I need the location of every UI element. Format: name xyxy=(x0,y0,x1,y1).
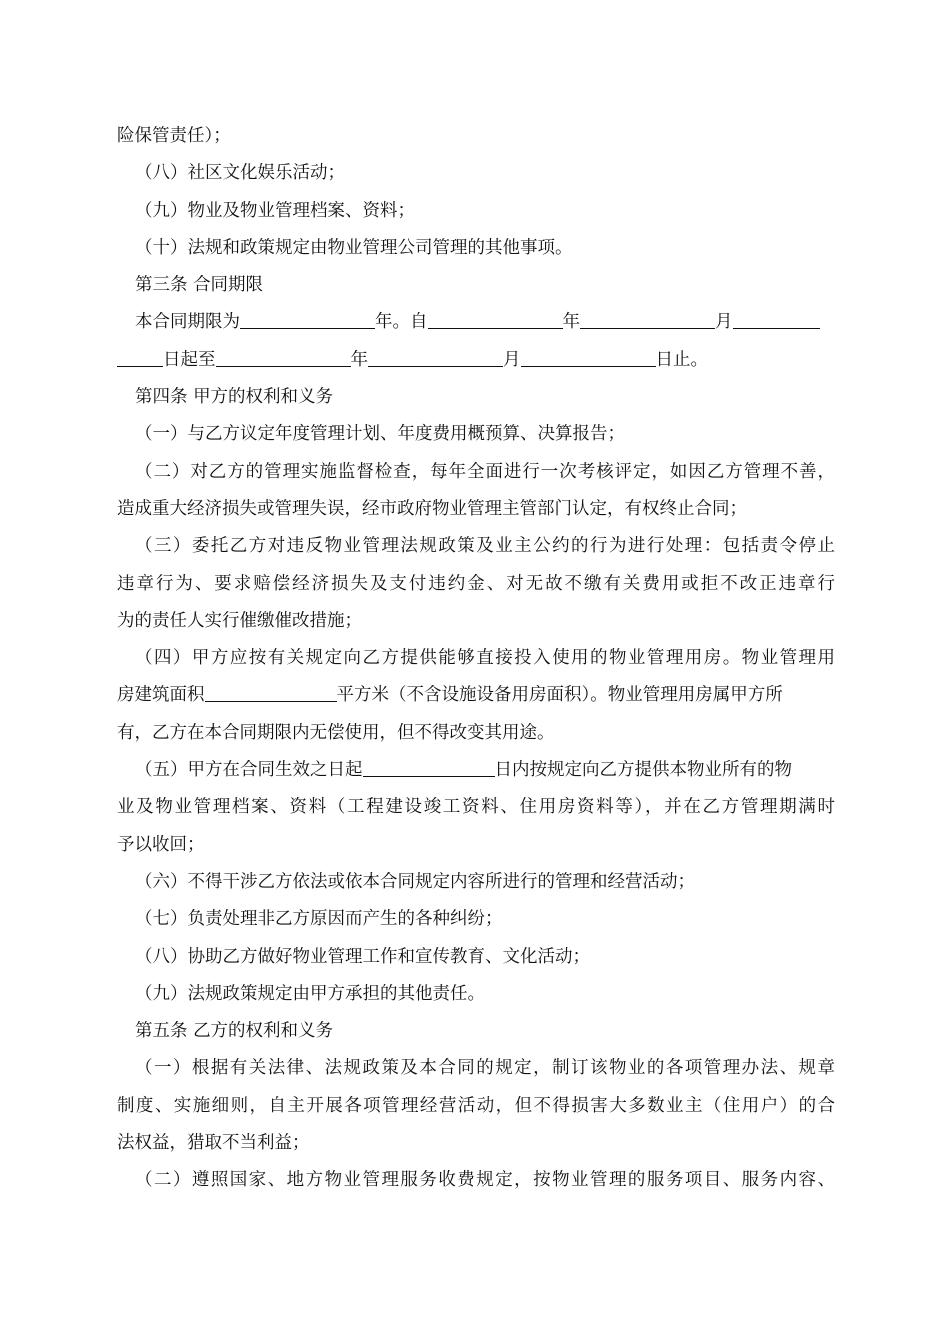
text-segment: 月 xyxy=(503,349,521,370)
text-segment: 日止。 xyxy=(655,349,708,370)
fill-in-blank xyxy=(428,307,563,329)
text-segment: 年 xyxy=(350,349,368,370)
clause-item: （三）委托乙方对违反物业管理法规政策及业主公约的行为进行处理：包括责令停止 xyxy=(135,536,835,557)
contract-term-line xyxy=(117,342,835,379)
text-segment: （五）甲方在合同生效之日起 xyxy=(135,760,363,781)
clause-item: （八）社区文化娱乐活动； xyxy=(135,163,345,184)
text-line xyxy=(117,677,835,714)
clause-item: （一）根据有关法律、法规政策及本合同的规定，制订该物业的各项管理办法、规章 xyxy=(135,1058,835,1079)
text-segment: 日起至 xyxy=(163,349,216,370)
clause-item: （四）甲方应按有关规定向乙方提供能够直接投入使用的物业管理用房。物业管理用 xyxy=(135,648,835,669)
text-segment: 日内按规定向乙方提供本物业所有的物 xyxy=(494,760,792,781)
clause-item: （九）法规政策规定由甲方承担的其他责任。 xyxy=(135,983,485,1004)
clause-item: （十）法规和政策规定由物业管理公司管理的其他事项。 xyxy=(135,237,573,258)
contract-text xyxy=(117,118,835,1200)
text-segment: 房建筑面积 xyxy=(117,685,205,706)
clause-item: （九）物业及物业管理档案、资料； xyxy=(135,200,415,221)
fill-in-blank xyxy=(368,345,503,367)
text-segment: 平方米（不含设施设备用房面积）。物业管理用房属甲方所 xyxy=(336,685,783,706)
clause-item: （二）对乙方的管理实施监督检查，每年全面进行一次考核评定，如因乙方管理不善， xyxy=(135,461,835,482)
text-line: 违章行为、要求赔偿经济损失及支付违约金、对无故不缴有关费用或拒不改正违章行 xyxy=(117,573,835,594)
fill-in-blank xyxy=(216,345,351,367)
text-line: 有，乙方在本合同期限内无偿使用，但不得改变其用途。 xyxy=(117,722,555,743)
contract-term-line xyxy=(117,304,835,341)
fill-in-blank xyxy=(733,307,820,329)
fill-in-blank xyxy=(240,307,375,329)
clause-item: （一）与乙方议定年度管理计划、年度费用概预算、决算报告； xyxy=(135,424,625,445)
fill-in-blank xyxy=(363,755,495,777)
clause-item: （八）协助乙方做好物业管理工作和宣传教育、文化活动； xyxy=(135,946,590,967)
text-segment: 月 xyxy=(715,312,733,333)
text-segment: 年。自 xyxy=(375,312,428,333)
article-heading: 第四条 甲方的权利和义务 xyxy=(135,387,334,408)
text-line: 险保管责任）； xyxy=(117,126,231,146)
text-segment: 本合同期限为 xyxy=(135,312,240,333)
article-heading: 第三条 合同期限 xyxy=(135,275,264,296)
clause-item xyxy=(117,752,835,789)
fill-in-blank xyxy=(117,345,163,367)
text-line: 造成重大经济损失或管理失误，经市政府物业管理主管部门认定，有权终止合同； xyxy=(117,498,747,519)
text-line: 予以收回； xyxy=(117,834,205,855)
article-heading: 第五条 乙方的权利和义务 xyxy=(135,1021,334,1042)
clause-item: （二）遵照国家、地方物业管理服务收费规定，按物业管理的服务项目、服务内容、 xyxy=(135,1170,835,1191)
clause-item: （七）负责处理非乙方原因而产生的各种纠纷； xyxy=(135,909,503,930)
text-line: 为的责任人实行催缴催改措施； xyxy=(117,610,362,631)
text-line: 制度、实施细则，自主开展各项管理经营活动，但不得损害大多数业主（住用户）的合 xyxy=(117,1095,835,1116)
text-segment: 年 xyxy=(562,312,580,333)
fill-in-blank xyxy=(205,680,337,702)
text-line: 法权益，猎取不当利益； xyxy=(117,1133,310,1154)
fill-in-blank xyxy=(580,307,715,329)
clause-item: （六）不得干涉乙方依法或依本合同规定内容所进行的管理和经营活动； xyxy=(135,871,695,892)
fill-in-blank xyxy=(521,345,656,367)
text-line: 业及物业管理档案、资料（工程建设竣工资料、住用房资料等），并在乙方管理期满时 xyxy=(117,797,835,818)
